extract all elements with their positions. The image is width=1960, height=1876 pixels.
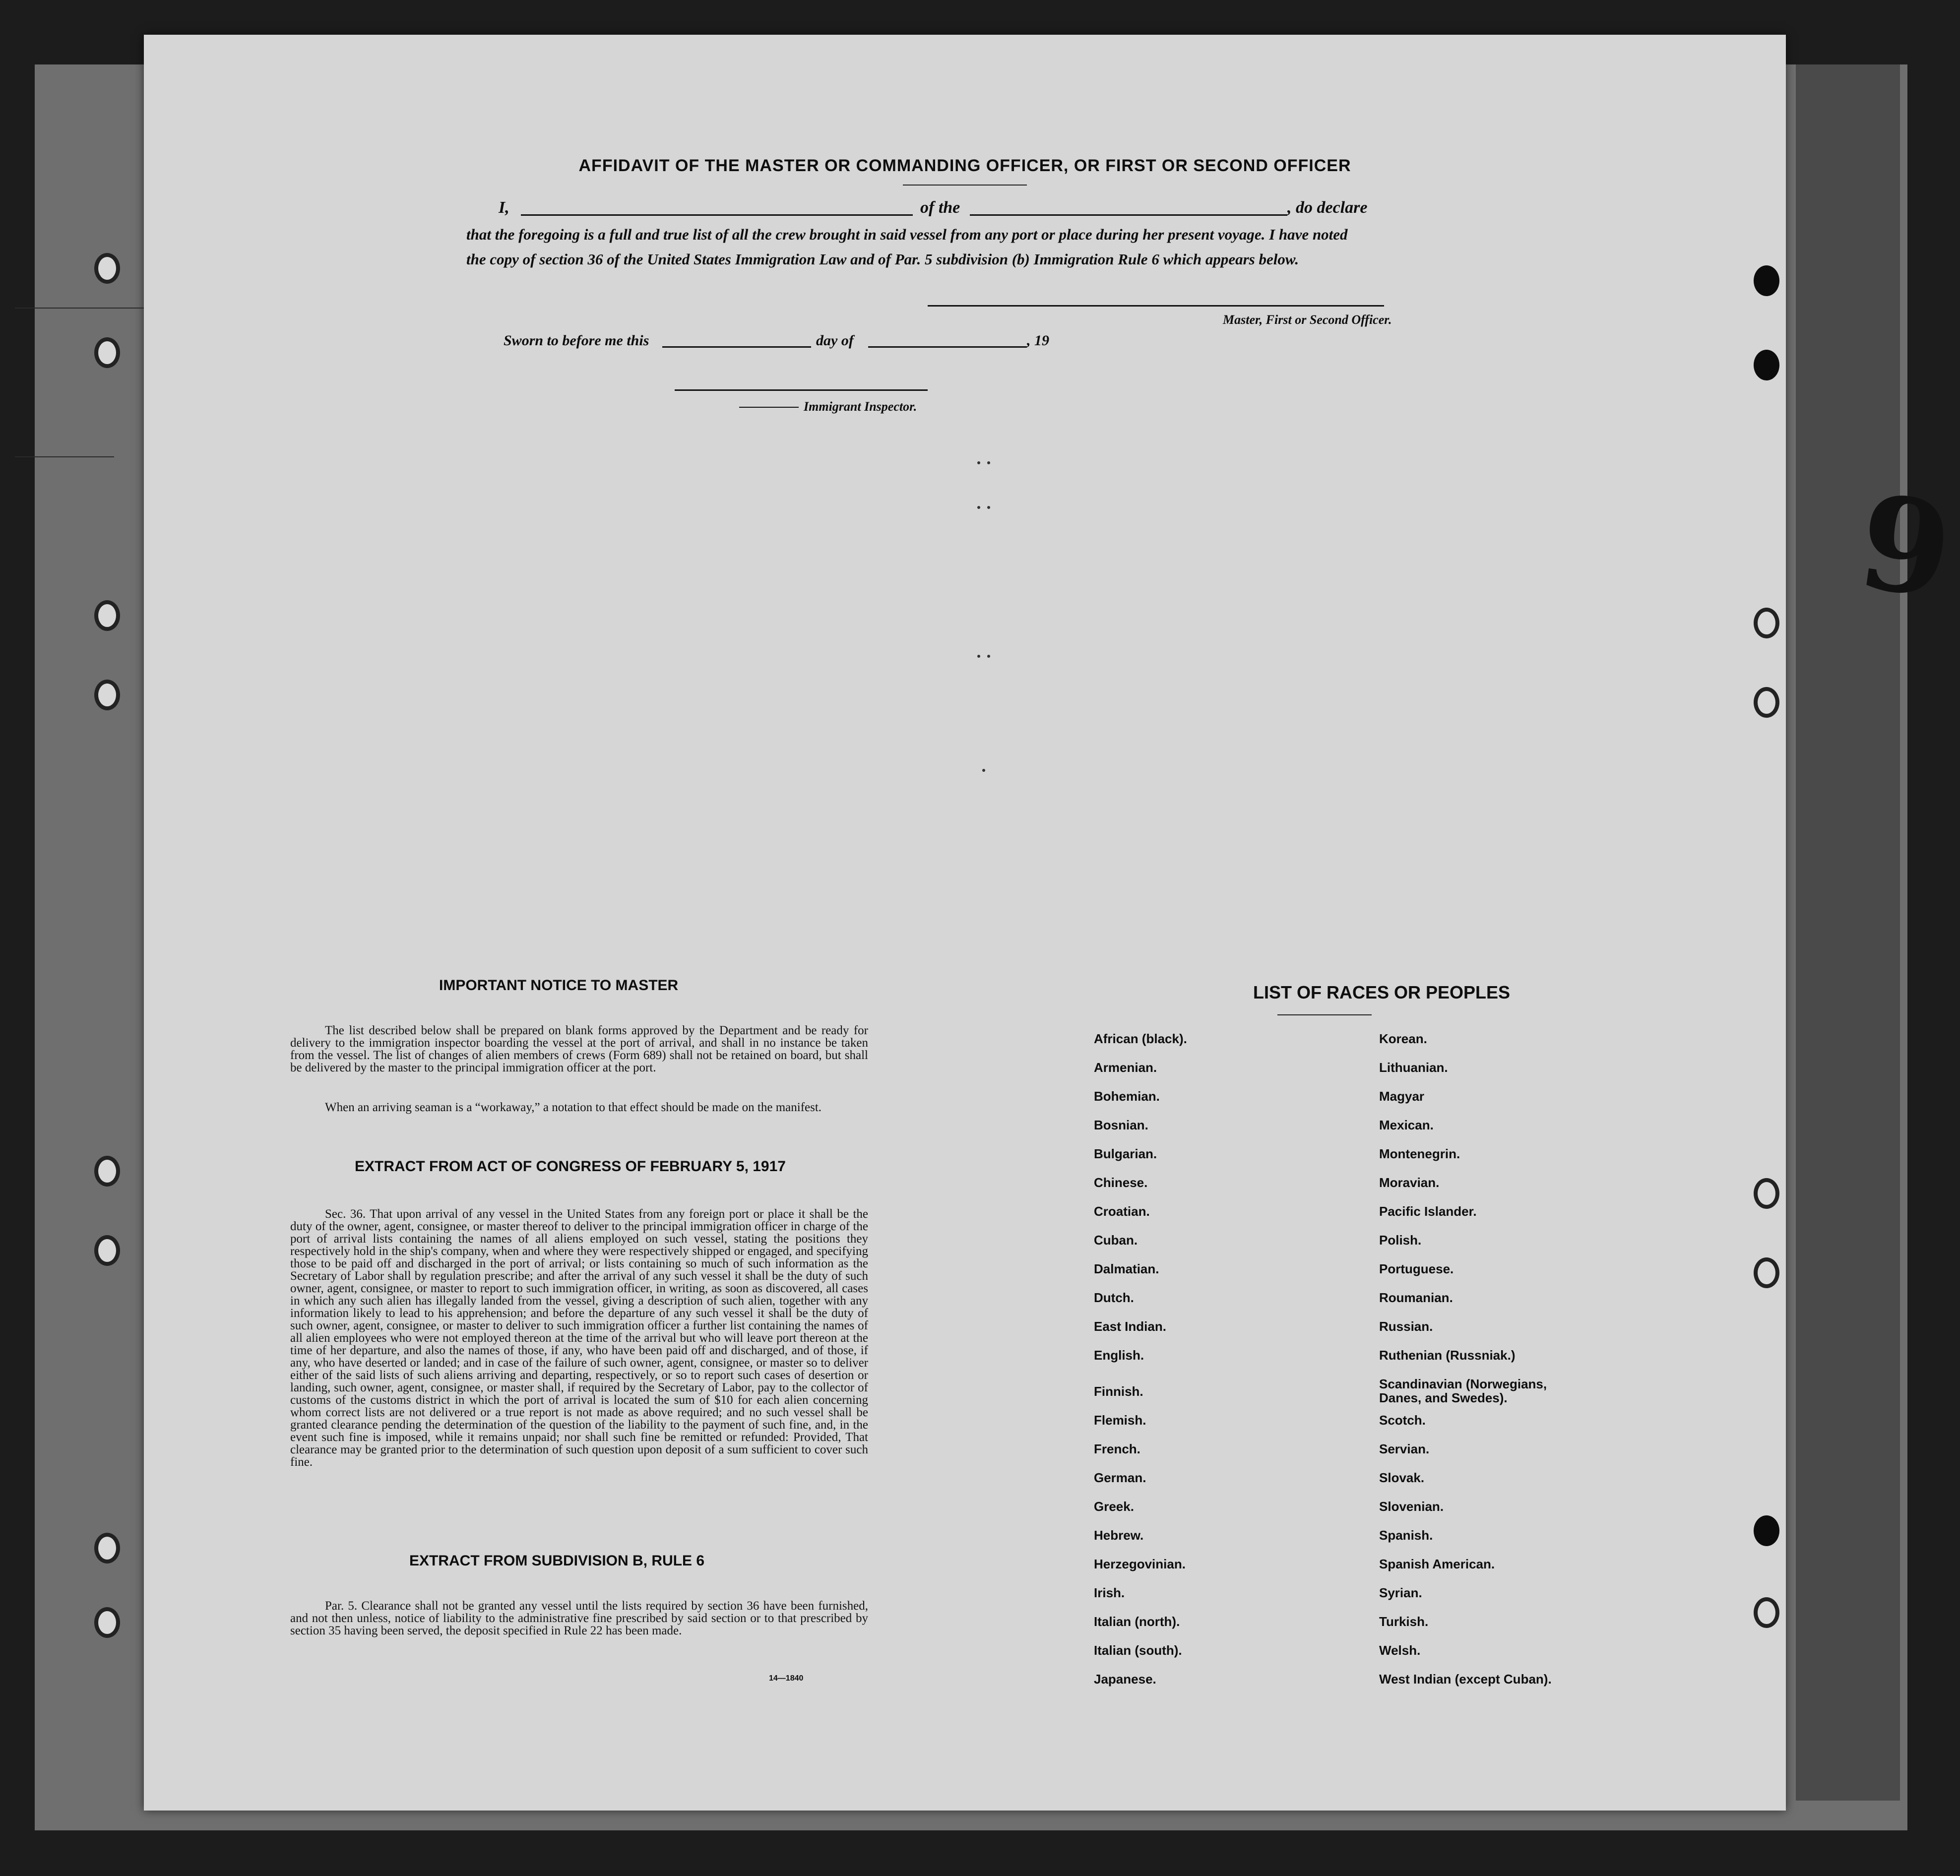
form-number: 14—1840 [769,1674,804,1683]
punch-hole [94,1533,120,1563]
speck [987,655,990,658]
punch-hole [1754,687,1779,718]
punch-hole [94,600,120,631]
extract-act-text: Sec. 36. That upon arrival of any vessel in the United States from any foreign port or place it shall be the duty of the owner, agent, consignee, or master thereof to deliver to the principal immigration officer in charge of the port of arrival lists containing the names of all aliens employed on such vessel, stating the positions they respectively hold in the ship's company, when and where they were respectively shipped or engaged, and specifying those to be paid off and discharged in the port of arrival; or lists containing so much of such information as the Secretary of Labor shall by regulation prescribe; and after the arrival of any such vessel it shall be the duty of such owner, agent, consignee, or master to report to such immigration officer, in writing, as soon as discovered, all cases in which any such alien has illegally landed from the vessel, giving a description of such alien, together with any information likely to lead to his apprehension; and before the departure of any such vessel it shall be the duty of such owner, agent, consignee, or master to deliver to such immigration officer a further list containing the names of all alien employees who were not employed thereon at the time of the arrival but who will leave port thereon at the time of her departure, and also the names of those, if any, who have been paid off and discharged, and of those, if any, who have deserted or landed; and in case of the failure of such owner, agent, consignee, or master so to deliver either of the said lists of such aliens arriving and departing, respectively, or so to report such cases of desertion or landing, such owner, agent, consignee, or master shall, if required by the Secretary of Labor, pay to the collector of customs of the customs district in which the port of arrival is located the sum of $10 for each alien concerning whom correct lists are not delivered or a true report is not made as above required; and no such vessel shall be granted clearance pending the determination of the question of the liability to the payment of such fine, and, in the event such fine is imposed, while it remains unpaid; nor shall such fine be remitted or refunded: Provided, That clearance may be granted prior to the determination of such question upon deposit of a sum sufficient to cover such fine. [290,1207,868,1469]
affidavit-title: AFFIDAVIT OF THE MASTER OR COMMANDING OFFICER, OR FIRST OR SECOND OFFICER [578,156,1351,175]
inspector-caption-rule [739,407,799,408]
title-rule [903,185,1027,186]
race-item: Finnish. [1094,1384,1143,1399]
race-item: Korean. [1379,1031,1427,1046]
punch-hole [1754,608,1779,638]
race-item: Dutch. [1094,1290,1134,1305]
race-item: Japanese. [1094,1672,1156,1687]
race-item: Ruthenian (Russniak.) [1379,1348,1516,1363]
race-item: Spanish. [1379,1528,1433,1543]
race-item: Chinese. [1094,1175,1148,1190]
notice-paragraph-2: When an arriving seaman is a “workaway,” a notation to that effect should be made on the manifest. [325,1101,822,1114]
race-item: Roumanian. [1379,1290,1453,1305]
notice-title: IMPORTANT NOTICE TO MASTER [439,977,679,994]
speck [977,506,980,509]
extract-act-title: EXTRACT FROM ACT OF CONGRESS OF FEBRUARY 5, 1917 [355,1158,786,1175]
race-item: Irish. [1094,1585,1125,1600]
punch-hole [1754,1257,1779,1288]
punch-hole [94,253,120,284]
race-item: Dalmatian. [1094,1261,1159,1276]
punch-hole [94,1607,120,1638]
margin-line [15,456,114,457]
affidavit-line-3: the copy of section 36 of the United States Immigration Law and of Par. 5 subdivision (b) Immigration Rule 6 which appears below. [466,250,1299,268]
races-title-rule [1277,1014,1372,1015]
extract-rule-title: EXTRACT FROM SUBDIVISION B, RULE 6 [409,1553,705,1569]
race-item: German. [1094,1470,1146,1485]
race-item: Portuguese. [1379,1261,1454,1276]
handwritten-number: 9 [1850,465,1960,628]
name-blank [521,214,913,216]
race-item: Hebrew. [1094,1528,1144,1543]
notice-paragraph-1: The list described below shall be prepared on blank forms approved by the Department and be ready for delivery to the immigration inspector boarding the vessel at the port of arrival, and shall in no instance be taken from the vessel. The list of changes of alien members of crews (Form 689) shall not be retained on board, but shall be delivered by the master to the principal immigration officer at the port. [290,1024,868,1074]
speck [987,506,990,509]
race-item: Scandinavian (Norwegians, Danes, and Swedes). [1379,1376,1547,1405]
race-item: Cuban. [1094,1233,1138,1248]
punch-hole [94,680,120,710]
speck [982,769,985,772]
race-item: Flemish. [1094,1413,1146,1428]
punch-hole [1754,1178,1779,1209]
race-item: Moravian. [1379,1175,1440,1190]
race-item: Herzegovinian. [1094,1557,1186,1571]
race-item: Scotch. [1379,1413,1426,1428]
race-item: Slovak. [1379,1470,1425,1485]
affidavit-line-2: that the foregoing is a full and true list of all the crew brought in said vessel from any port or place during her present voyage. I have noted [466,226,1348,243]
punch-hole [94,337,120,368]
sworn-month-blank [868,346,1027,348]
race-item: Spanish American. [1379,1557,1495,1571]
race-item: Magyar [1379,1089,1425,1104]
race-item: Montenegrin. [1379,1146,1460,1161]
vessel-blank [970,214,1287,216]
race-item: Turkish. [1379,1614,1429,1629]
race-item: Bohemian. [1094,1089,1160,1104]
sworn-day-blank [662,346,811,348]
races-title: LIST OF RACES OR PEOPLES [1253,982,1511,1002]
punch-hole [1754,265,1779,296]
punch-hole [1754,350,1779,380]
race-item: East Indian. [1094,1319,1166,1334]
speck [977,461,980,464]
punch-hole [1754,1515,1779,1546]
race-item: English. [1094,1348,1144,1363]
race-item: Servian. [1379,1441,1430,1456]
punch-hole [1754,1597,1779,1628]
race-item: Italian (north). [1094,1614,1180,1629]
punch-hole [94,1235,120,1266]
race-item: Lithuanian. [1379,1060,1448,1075]
year-label: , 19 [1027,332,1049,349]
race-item: Polish. [1379,1233,1422,1248]
of-the-label: of the [920,198,960,217]
race-item: Italian (south). [1094,1643,1182,1658]
do-declare-label: , do declare [1287,198,1368,217]
race-item: Bulgarian. [1094,1146,1157,1161]
race-item: Bosnian. [1094,1118,1148,1132]
punch-hole [94,1156,120,1187]
signature-blank [928,305,1384,307]
race-item: Pacific Islander. [1379,1204,1477,1219]
race-item: Armenian. [1094,1060,1157,1075]
day-of-label: day of [816,332,854,349]
i-label: I, [499,198,509,217]
race-item: Slovenian. [1379,1499,1444,1514]
backing-sheet-edge [1796,64,1900,1801]
race-item: Welsh. [1379,1643,1421,1658]
race-item: French. [1094,1441,1140,1456]
race-item: African (black). [1094,1031,1187,1046]
document-page [144,35,1960,1811]
speck [987,461,990,464]
race-item: Mexican. [1379,1118,1434,1132]
margin-line [15,308,144,309]
race-item: Russian. [1379,1319,1433,1334]
race-item: Syrian. [1379,1585,1422,1600]
race-item: Greek. [1094,1499,1134,1514]
race-item: West Indian (except Cuban). [1379,1672,1552,1687]
inspector-caption: Immigrant Inspector. [804,399,917,414]
sworn-label: Sworn to before me this [504,332,649,349]
speck [977,655,980,658]
signature-caption: Master, First or Second Officer. [1223,313,1392,327]
inspector-signature-blank [675,389,928,391]
extract-rule-text: Par. 5. Clearance shall not be granted any vessel until the lists required by section 36 have been furnished, and not then unless, notice of liability to the administrative fine prescribed by said section or to that prescribed by section 35 having been served, the deposit specified in Rule 22 has been made. [290,1599,868,1637]
race-item: Croatian. [1094,1204,1150,1219]
